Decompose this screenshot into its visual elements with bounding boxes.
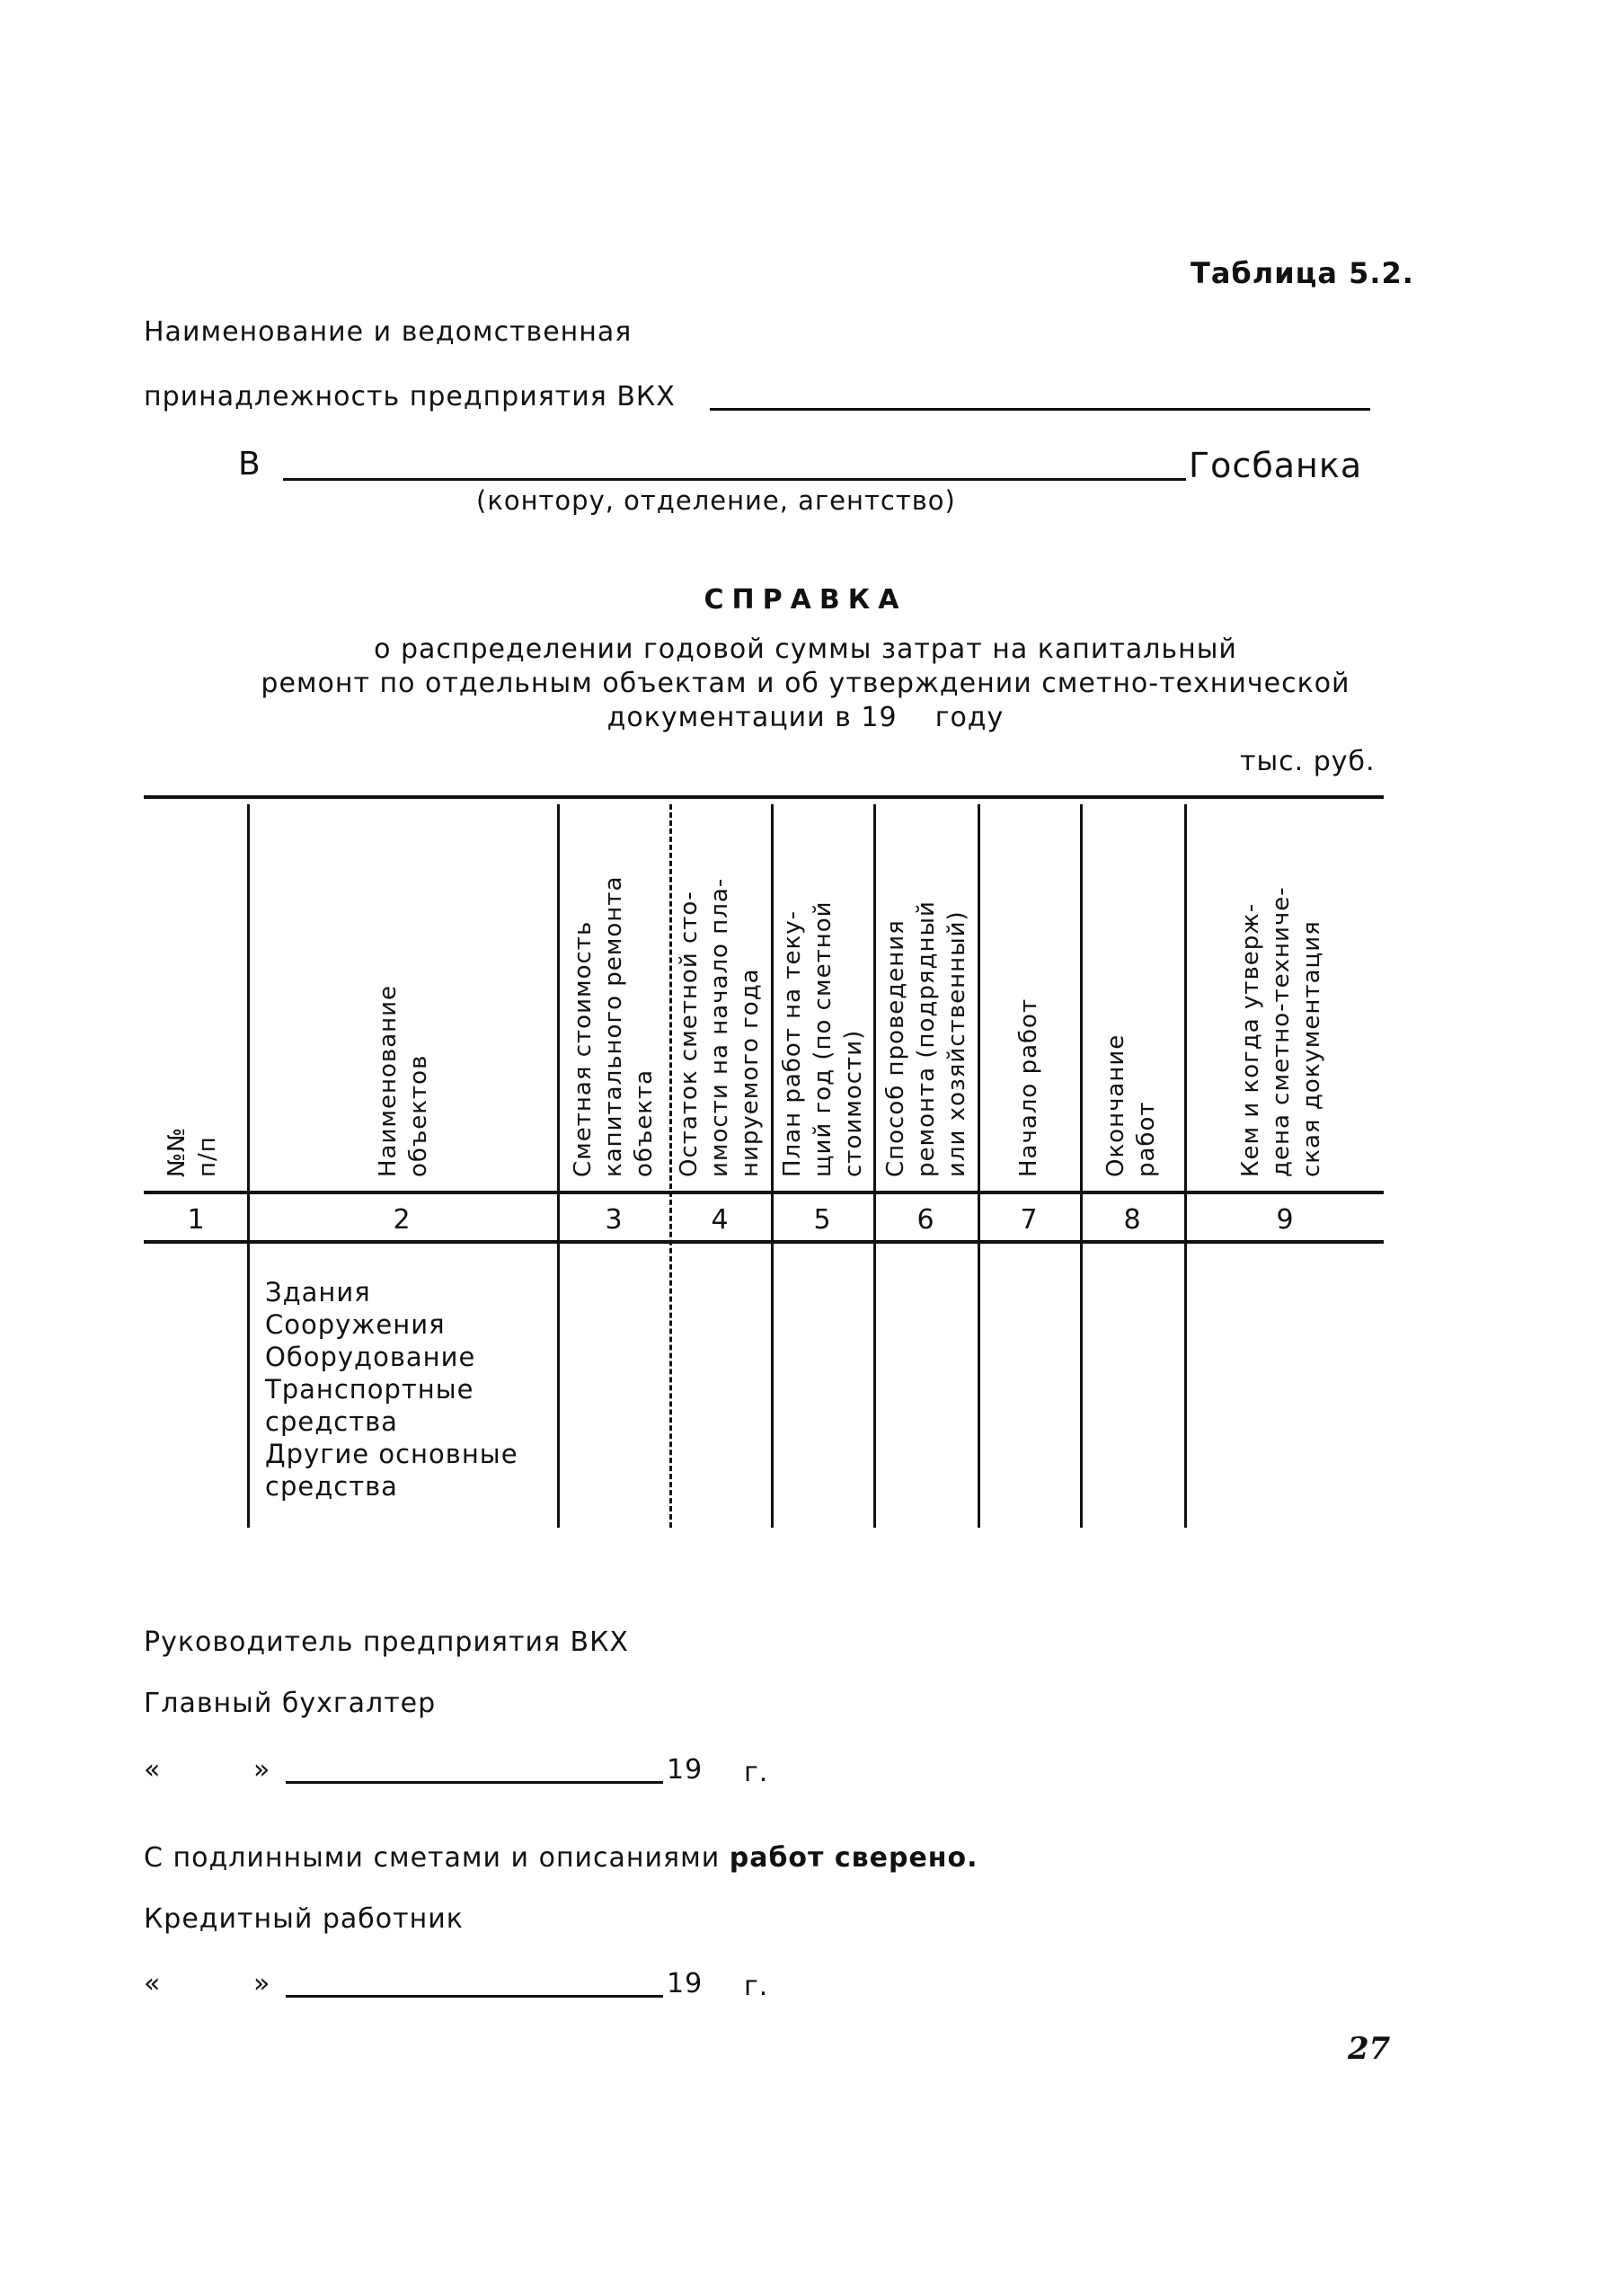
col-number-8: 8 xyxy=(1123,1204,1141,1236)
col-number-4: 4 xyxy=(711,1204,729,1236)
enterprise-label-line2: принадлежность предприятия ВКХ xyxy=(144,381,676,412)
table-divider xyxy=(873,804,876,1528)
table-divider xyxy=(1184,804,1187,1528)
table-divider xyxy=(669,804,672,1528)
bank-suffix: Госбанка xyxy=(1189,446,1363,485)
document-title: СПРАВКА xyxy=(704,584,907,616)
col-number-1: 1 xyxy=(187,1204,205,1236)
col-number-2: 2 xyxy=(393,1204,411,1236)
date-g-2: г. xyxy=(744,1971,769,2002)
date-field-line-2[interactable] xyxy=(286,1995,663,1998)
enterprise-label-line1: Наименование и ведомственная xyxy=(144,316,633,348)
table-numbers-bottom-border xyxy=(144,1240,1384,1244)
table-divider xyxy=(1080,804,1083,1528)
subtitle-line-3: документации в 19 году xyxy=(606,702,1005,733)
col-number-9: 9 xyxy=(1276,1204,1294,1236)
table-divider xyxy=(978,804,980,1528)
date-quote-open-2: « xyxy=(144,1968,162,1999)
date-year-1: 19 xyxy=(667,1754,704,1786)
table-header-bottom-border xyxy=(144,1191,1384,1194)
enterprise-field-line[interactable] xyxy=(710,408,1370,411)
subtitle-line-2: ремонт по отдельным объектам и об утверждении сметно-технической xyxy=(261,668,1350,699)
table-divider xyxy=(247,804,250,1528)
table-label: Таблица 5.2. xyxy=(1191,256,1414,290)
date-quote-close-2: » xyxy=(253,1968,271,1999)
table-top-border xyxy=(144,795,1384,799)
verified-statement: С подлинными сметами и описаниями работ сверено. xyxy=(144,1842,978,1874)
object-category-list: Здания Сооружения Оборудование Транспортные средства Другие основные средства xyxy=(265,1277,518,1502)
signature-accountant-label: Главный бухгалтер xyxy=(144,1688,437,1719)
subtitle-line-1: о распределении годовой суммы затрат на капитальный xyxy=(374,634,1237,665)
col-number-5: 5 xyxy=(813,1204,831,1236)
bank-field-hint: (контору, отделение, агентство) xyxy=(476,485,956,516)
date-quote-close-1: » xyxy=(253,1754,271,1786)
date-year-2: 19 xyxy=(667,1968,704,1999)
bank-prefix: В xyxy=(238,446,261,483)
date-quote-open-1: « xyxy=(144,1754,162,1786)
units-label: тыс. руб. xyxy=(1240,746,1376,777)
page-number: 27 xyxy=(1348,2031,1391,2067)
table-divider xyxy=(771,804,774,1528)
col-number-6: 6 xyxy=(916,1204,934,1236)
bank-branch-field-line[interactable] xyxy=(283,478,1186,481)
date-g-1: г. xyxy=(744,1757,769,1788)
date-field-line-1[interactable] xyxy=(286,1781,663,1784)
table-divider xyxy=(557,804,560,1528)
col-number-3: 3 xyxy=(605,1204,623,1236)
signature-credit-label: Кредитный работник xyxy=(144,1903,464,1935)
col-number-7: 7 xyxy=(1020,1204,1038,1236)
signature-head-label: Руководитель предприятия ВКХ xyxy=(144,1627,629,1658)
